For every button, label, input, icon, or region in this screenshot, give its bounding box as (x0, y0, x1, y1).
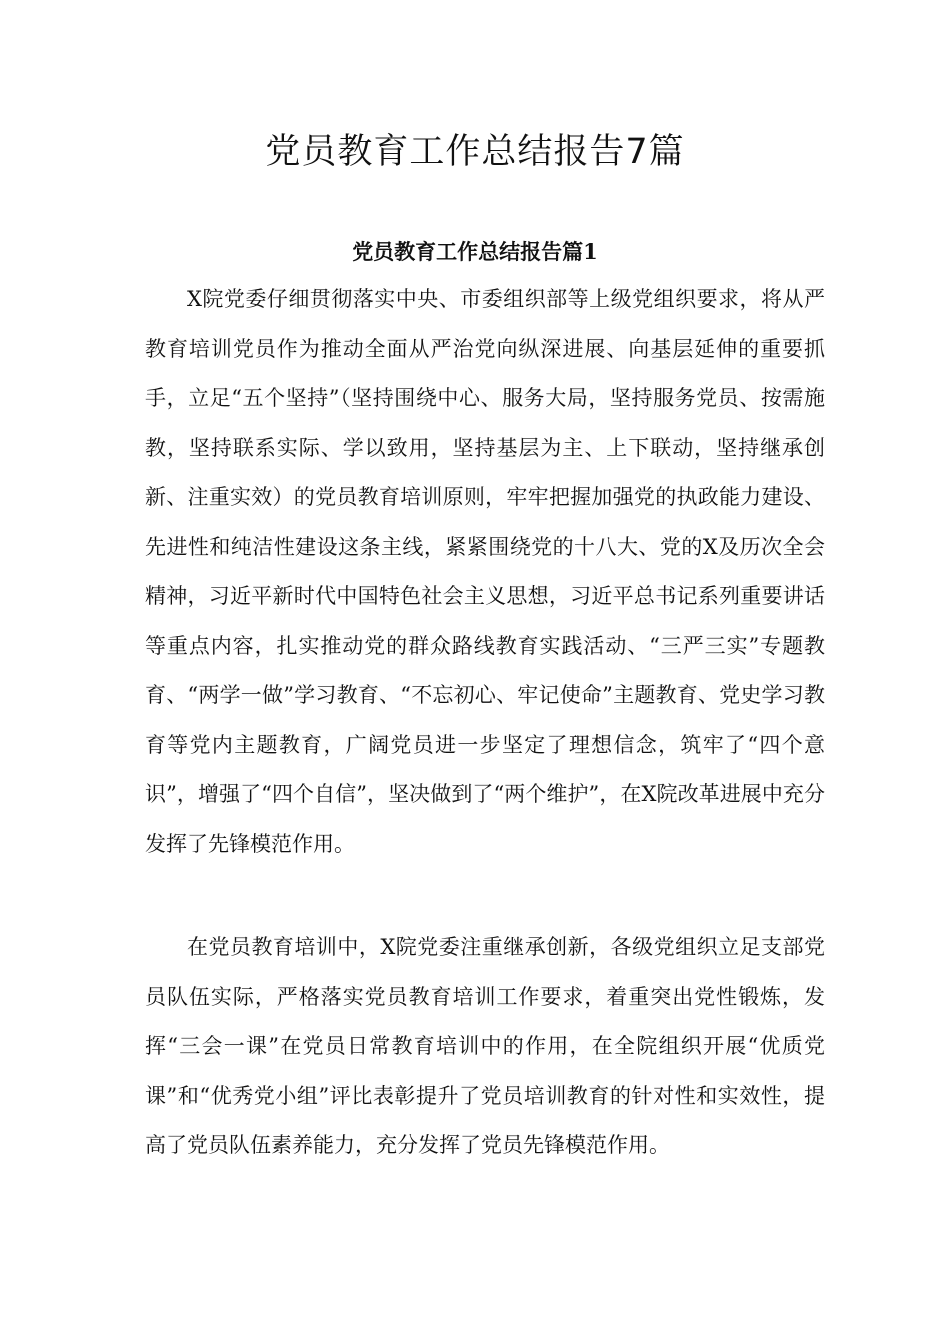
document-title: 党员教育工作总结报告7篇 (265, 132, 685, 172)
body-paragraph: 在党员教育培训中，X院党委注重继承创新，各级党组织立足支部党员队伍实际，严格落实党员教育培训工作要求，着重突出党性锻炼，发挥“三会一课”在党员日常教育培训中的作用，在全院组织开展“优质党课”和“优秀党小组”评比表彰提升了党员培训教育的针对性和实效性，提高了党员队伍素养能力，充分发挥了党员先锋模范作用。 (145, 935, 825, 1157)
body-paragraph: X院党委仔细贯彻落实中央、市委组织部等上级党组织要求，将从严教育培训党员作为推动全面从严治党向纵深进展、向基层延伸的重要抓手，立足“五个坚持”（坚持围绕中心、服务大局，坚持服务党员、按需施教，坚持联系实际、学以致用，坚持基层为主、上下联动，坚持继承创新、注重实效）的党员教育培训原则，牢牢把握加强党的执政能力建设、先进性和纯洁性建设这条主线，紧紧围绕党的十八大、党的X及历次全会精神，习近平新时代中国特色社会主义思想，习近平总书记系列重要讲话等重点内容，扎实推动党的群众路线教育实践活动、“三严三实”专题教育、“两学一做”学习教育、“不忘初心、牢记使命”主题教育、党史学习教育等党内主题教育，广阔党员进一步坚定了理想信念，筑牢了“四个意识”，增强了“四个自信”，坚决做到了“两个维护”，在X院改革进展中充分发挥了先锋模范作用。 (145, 287, 825, 856)
section-heading: 党员教育工作总结报告篇1 (352, 239, 598, 264)
